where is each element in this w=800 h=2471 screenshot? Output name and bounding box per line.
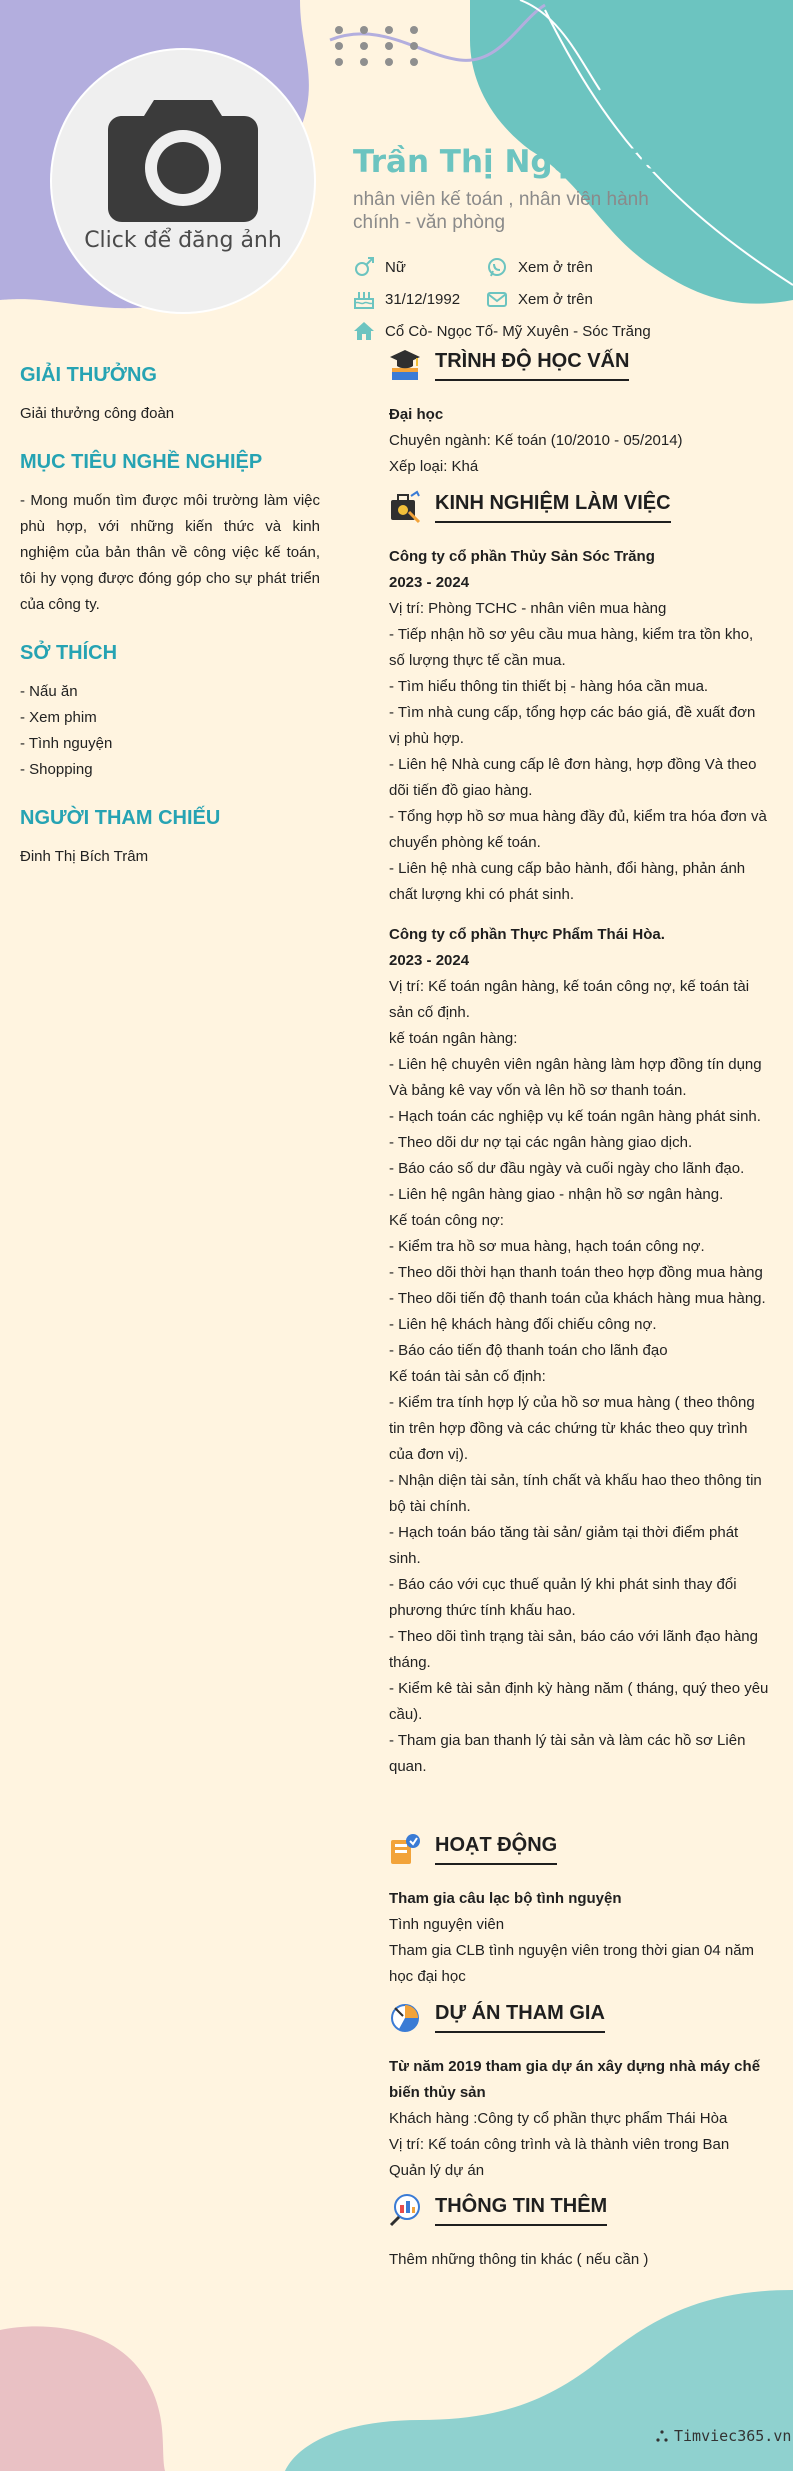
job-line: - Liên hệ khách hàng đối chiếu công nợ. [389,1316,657,1333]
address-row [353,320,651,342]
gender-value: Nữ [385,258,406,276]
brand-text: Timviec365.vn [674,2427,792,2445]
project-client: Khách hàng :Công ty cổ phần thực phẩm Thái Hòa [389,2110,728,2127]
left-column [20,364,320,894]
job-line: Vị trí: Phòng TCHC - nhân viên mua hàng [389,600,667,617]
projects-title: DỰ ÁN THAM GIA [435,2002,605,2033]
birthday-row [353,288,460,310]
objective-text: - Mong muốn tìm được môi trường làm việc phù hợp, với những kiến thức và kinh nghiệm của bản thân về công việc kế toán, tôi hy vọng được đóng góp cho sự phát triển của công ty. [20,492,320,613]
camera-icon [106,90,260,222]
experience-header [389,490,769,524]
hobby-item: - Xem phim [20,709,97,726]
job-line: - Hạch toán báo tăng tài sản/ giảm tại thời điểm phát sinh. [389,1524,739,1567]
job-line: - Kiểm kê tài sản định kỳ hàng năm ( tháng, quý theo yêu cầu). [389,1680,769,1723]
hobbies-title: SỞ THÍCH [20,642,118,664]
education-major: Chuyên ngành: Kế toán (10/2010 - 05/2014) [389,432,683,449]
experience-title: KINH NGHIỆM LÀM VIỆC [435,492,671,523]
extra-text: Thêm những thông tin khác ( nếu cần ) [389,2251,649,2268]
birthday-value: 31/12/1992 [385,290,461,308]
extra-title: THÔNG TIN THÊM [435,2195,607,2226]
hobby-item: - Shopping [20,761,93,778]
education-section [389,348,769,480]
reference-item: Đinh Thị Bích Trâm [20,848,149,865]
hobby-item: - Tình nguyện [20,735,113,752]
awards-title: GIẢI THƯỞNG [20,364,157,386]
graduation-cap-icon [389,348,421,382]
job-line: - Theo dõi tình trạng tài sản, báo cáo với lãnh đạo hàng tháng. [389,1628,758,1671]
chart-info-icon [389,2193,421,2227]
job-line: - Kiểm tra tính hợp lý của hồ sơ mua hàng ( theo thông tin trên hợp đồng và các chứng từ khác theo quy trình của đơn vị). [389,1394,755,1463]
photo-upload[interactable] [52,50,314,312]
email-value: Xem ở trên [518,290,593,308]
job-company: Công ty cổ phần Thực Phẩm Thái Hòa. [389,926,665,943]
job-line: - Liên hệ nhà cung cấp bảo hành, đổi hàng, phản ánh chất lượng khi có phát sinh. [389,860,746,903]
address-value: Cổ Cò- Ngọc Tố- Mỹ Xuyên - Sóc Trăng [385,322,651,340]
job-line: - Tìm hiểu thông tin thiết bị - hàng hóa cần mua. [389,678,709,695]
hobbies-section [20,642,320,783]
briefcase-gear-icon [389,490,421,524]
phone-icon [486,256,508,278]
gender-icon [353,256,375,278]
activities-header [389,1832,769,1866]
job-line: - Tham gia ban thanh lý tài sản và làm các hồ sơ Liên quan. [389,1732,746,1775]
job-line: Kế toán công nợ: [389,1212,504,1229]
job-line: - Kiểm tra hồ sơ mua hàng, hạch toán công nợ. [389,1238,705,1255]
job-line: - Theo dõi tiến độ thanh toán của khách hàng mua hàng. [389,1290,766,1307]
job-line: Vị trí: Kế toán ngân hàng, kế toán công nợ, kế toán tài sản cố định. [389,978,750,1021]
job-entry [389,544,769,908]
brand-watermark [656,2427,791,2445]
project-role: Vị trí: Kế toán công trình và là thành viên trong Ban Quản lý dự án [389,2136,730,2179]
activities-section [389,1832,769,1990]
extra-header [389,2193,769,2227]
project-icon [389,2000,421,2034]
awards-section [20,364,320,427]
phone-value: Xem ở trên [518,258,593,276]
photo-caption: Click để đăng ảnh [84,228,282,253]
job-line: - Hạch toán các nghiệp vụ kế toán ngân hàng phát sinh. [389,1108,761,1125]
education-grade: Xếp loại: Khá [389,458,479,475]
activities-title: HOẠT ĐỘNG [435,1834,557,1865]
education-school: Đại học [389,406,444,423]
activity-org: Tham gia câu lạc bộ tình nguyện [389,1890,622,1907]
award-item: Giải thưởng công đoàn [20,405,175,422]
job-line: - Nhận diện tài sản, tính chất và khấu hao theo thông tin bộ tài chính. [389,1472,762,1515]
dot-grid [335,26,418,66]
job-period: 2023 - 2024 [389,952,470,969]
reference-title: NGƯỜI THAM CHIẾU [20,807,221,829]
job-line: - Báo cáo với cục thuế quản lý khi phát sinh thay đổi phương thức tính khấu hao. [389,1576,737,1619]
project-name: Từ năm 2019 tham gia dự án xây dựng nhà máy chế biến thủy sản [389,2058,761,2101]
job-line: kế toán ngân hàng: [389,1030,518,1047]
job-line: - Tiếp nhận hồ sơ yêu cầu mua hàng, kiểm tra tồn kho, số lượng thực tế cần mua. [389,626,754,669]
job-entry [389,922,769,1780]
hobby-item: - Nấu ăn [20,683,78,700]
job-line: - Báo cáo tiến độ thanh toán cho lãnh đạo [389,1342,668,1359]
job-line: - Theo dõi dư nợ tại các ngân hàng giao dịch. [389,1134,693,1151]
job-line: - Liên hệ ngân hàng giao - nhận hồ sơ ngân hàng. [389,1186,724,1203]
brand-logo-icon [656,2430,668,2442]
home-icon [353,320,375,342]
job-line: - Liên hệ chuyên viên ngân hàng làm hợp đồng tín dụng Và bảng kê vay vốn và lên hồ sơ thanh toán. [389,1056,762,1099]
birthday-cake-icon [353,288,375,310]
job-period: 2023 - 2024 [389,574,470,591]
education-header [389,348,769,382]
candidate-name: Trần Thị Ngọc Diệu [353,144,683,180]
email-icon [486,288,508,310]
job-line: - Tìm nhà cung cấp, tổng hợp các báo giá, đề xuất đơn vị phù hợp. [389,704,756,747]
extra-section [389,2193,769,2273]
objective-section [20,451,320,618]
phone-row [486,256,593,278]
activity-role: Tình nguyện viên [389,1916,505,1933]
job-line: - Liên hệ Nhà cung cấp lê đơn hàng, hợp đồng Và theo dõi tiến đồ giao hàng. [389,756,757,799]
objective-title: MỤC TIÊU NGHỀ NGHIỆP [20,451,263,473]
email-row [486,288,593,310]
activity-desc: Tham gia CLB tình nguyện viên trong thời gian 04 năm học đại học [389,1942,755,1985]
education-title: TRÌNH ĐỘ HỌC VẤN [435,350,629,381]
job-line: - Báo cáo số dư đầu ngày và cuối ngày cho lãnh đạo. [389,1160,745,1177]
projects-header [389,2000,769,2034]
gender-row [353,256,406,278]
activity-icon [389,1832,421,1866]
job-line: - Tổng hợp hồ sơ mua hàng đầy đủ, kiểm tra hóa đơn và chuyển phòng kế toán. [389,808,767,851]
job-company: Công ty cổ phần Thủy Sản Sóc Trăng [389,548,655,565]
job-line: Kế toán tài sản cố định: [389,1368,546,1385]
experience-section [389,490,769,1780]
job-line: - Theo dõi thời hạn thanh toán theo hợp đồng mua hàng [389,1264,763,1281]
projects-section [389,2000,769,2184]
desired-position: nhân viên kế toán , nhân viên hành chính - văn phòng [353,189,649,233]
reference-section [20,807,320,870]
